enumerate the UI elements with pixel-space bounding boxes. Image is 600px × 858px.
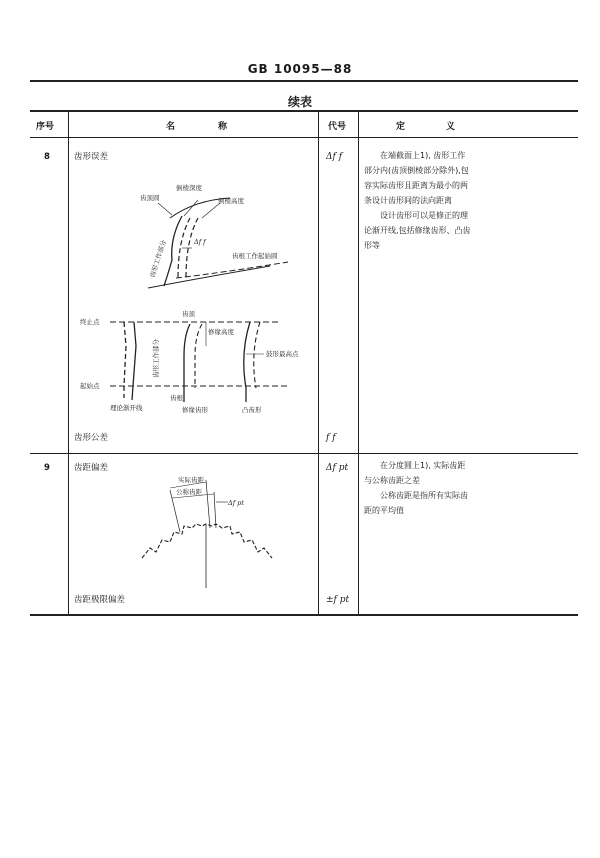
row9-definition-p1: 在分度圆上1), 实际齿距与公称齿距之差 [364,461,466,485]
label-end-point: 终止点 [80,318,100,326]
leader-chamfer-height [202,203,220,218]
pitch-deviation-figure [140,470,280,590]
col-header-no: 序号 [36,122,55,132]
gear-teeth-outline [142,524,272,558]
label-modified-profile: 修缘齿形 [182,406,208,414]
standard-code: GB 10095—88 [247,62,353,76]
col-divider-1 [68,110,69,615]
label-theoretical-involute: 理论渐开线 [110,404,143,412]
row9-tolerance-symbol: ±f pt [326,595,350,605]
header-rule [30,80,578,82]
col-divider-3 [358,110,359,615]
label-tip-circle: 齿顶圆 [140,194,160,202]
label-working-part: 齿形工作部分 [152,339,160,378]
row8-tolerance-name: 齿形公差 [74,433,109,443]
leader-tip-circle [158,203,172,215]
label-working-part: 齿形工作部分 [148,239,168,279]
profile-types-figure [78,306,316,418]
label-nominal-pitch: 公称齿距 [176,488,202,496]
actual-pitch-line-right [206,480,210,528]
label-delta-ff: Δf f [194,238,206,246]
label-chamfer-height: 倒棱高度 [218,197,244,205]
row9-no: 9 [44,463,50,473]
row8-tolerance-symbol: f f [326,433,336,443]
profile-theoretical [124,322,126,398]
row9-definition-p2: 公称齿距是指所有实际齿距的平均值 [364,491,468,515]
table-bottom-rule [30,614,578,616]
label-root: 齿根 [170,394,183,402]
col-header-name-1: 名 [166,122,176,132]
profile-crowned [244,322,250,402]
label-actual-pitch: 实际齿距 [178,476,204,484]
label-max-crown-point: 鼓形最高点 [266,350,299,358]
table-caption: 续表 [287,95,312,109]
row8-definition-p2: 设计齿形可以是修正的理论渐开线,包括修缘齿形、凸齿形等 [364,211,471,250]
col-header-def-2: 义 [446,122,456,132]
profile-actual [132,322,136,400]
actual-pitch-line-left [170,490,180,532]
nominal-pitch-line-right [214,492,216,528]
col-header-symbol: 代号 [328,122,347,132]
row9-definition [364,458,472,518]
row9-tolerance-name: 齿距极限偏差 [74,595,126,605]
row9-name: 齿距偏差 [74,463,109,473]
label-start-point: 起始点 [80,382,100,390]
label-tip: 齿顶 [182,310,195,318]
row8-no: 8 [44,152,50,162]
row8-name: 齿形误差 [74,152,109,162]
row9-symbol: Δf pt [326,463,349,473]
row8-definition [364,148,472,253]
label-chamfer-depth: 倒棱深度 [176,184,202,192]
col-header-def-1: 定 [396,122,406,132]
profile-modified [184,324,190,402]
col-header-name-2: 称 [218,122,228,132]
label-crowned-profile: 凸齿形 [242,406,262,414]
row8-definition-p1: 在端截面上1), 齿形工作部分内(齿顶倒棱部分除外),包容实际齿形且距离为最小的两条设计齿形间的法向距离 [364,151,469,205]
row8-symbol: Δf f [326,152,343,162]
profile-error-figure [120,178,300,303]
col-divider-2 [318,110,319,615]
profile-crowned-design [254,322,260,388]
header-bottom-rule [30,137,578,138]
root-start-circle [176,262,288,278]
label-modification-height: 修缘高度 [208,328,234,336]
table-top-rule [30,110,578,112]
row-divider [30,453,578,454]
profile-modified-design [195,324,202,388]
label-delta-fpt: Δf pt [228,499,244,507]
label-root-start-circle: 齿根工作起始圆 [232,252,278,260]
